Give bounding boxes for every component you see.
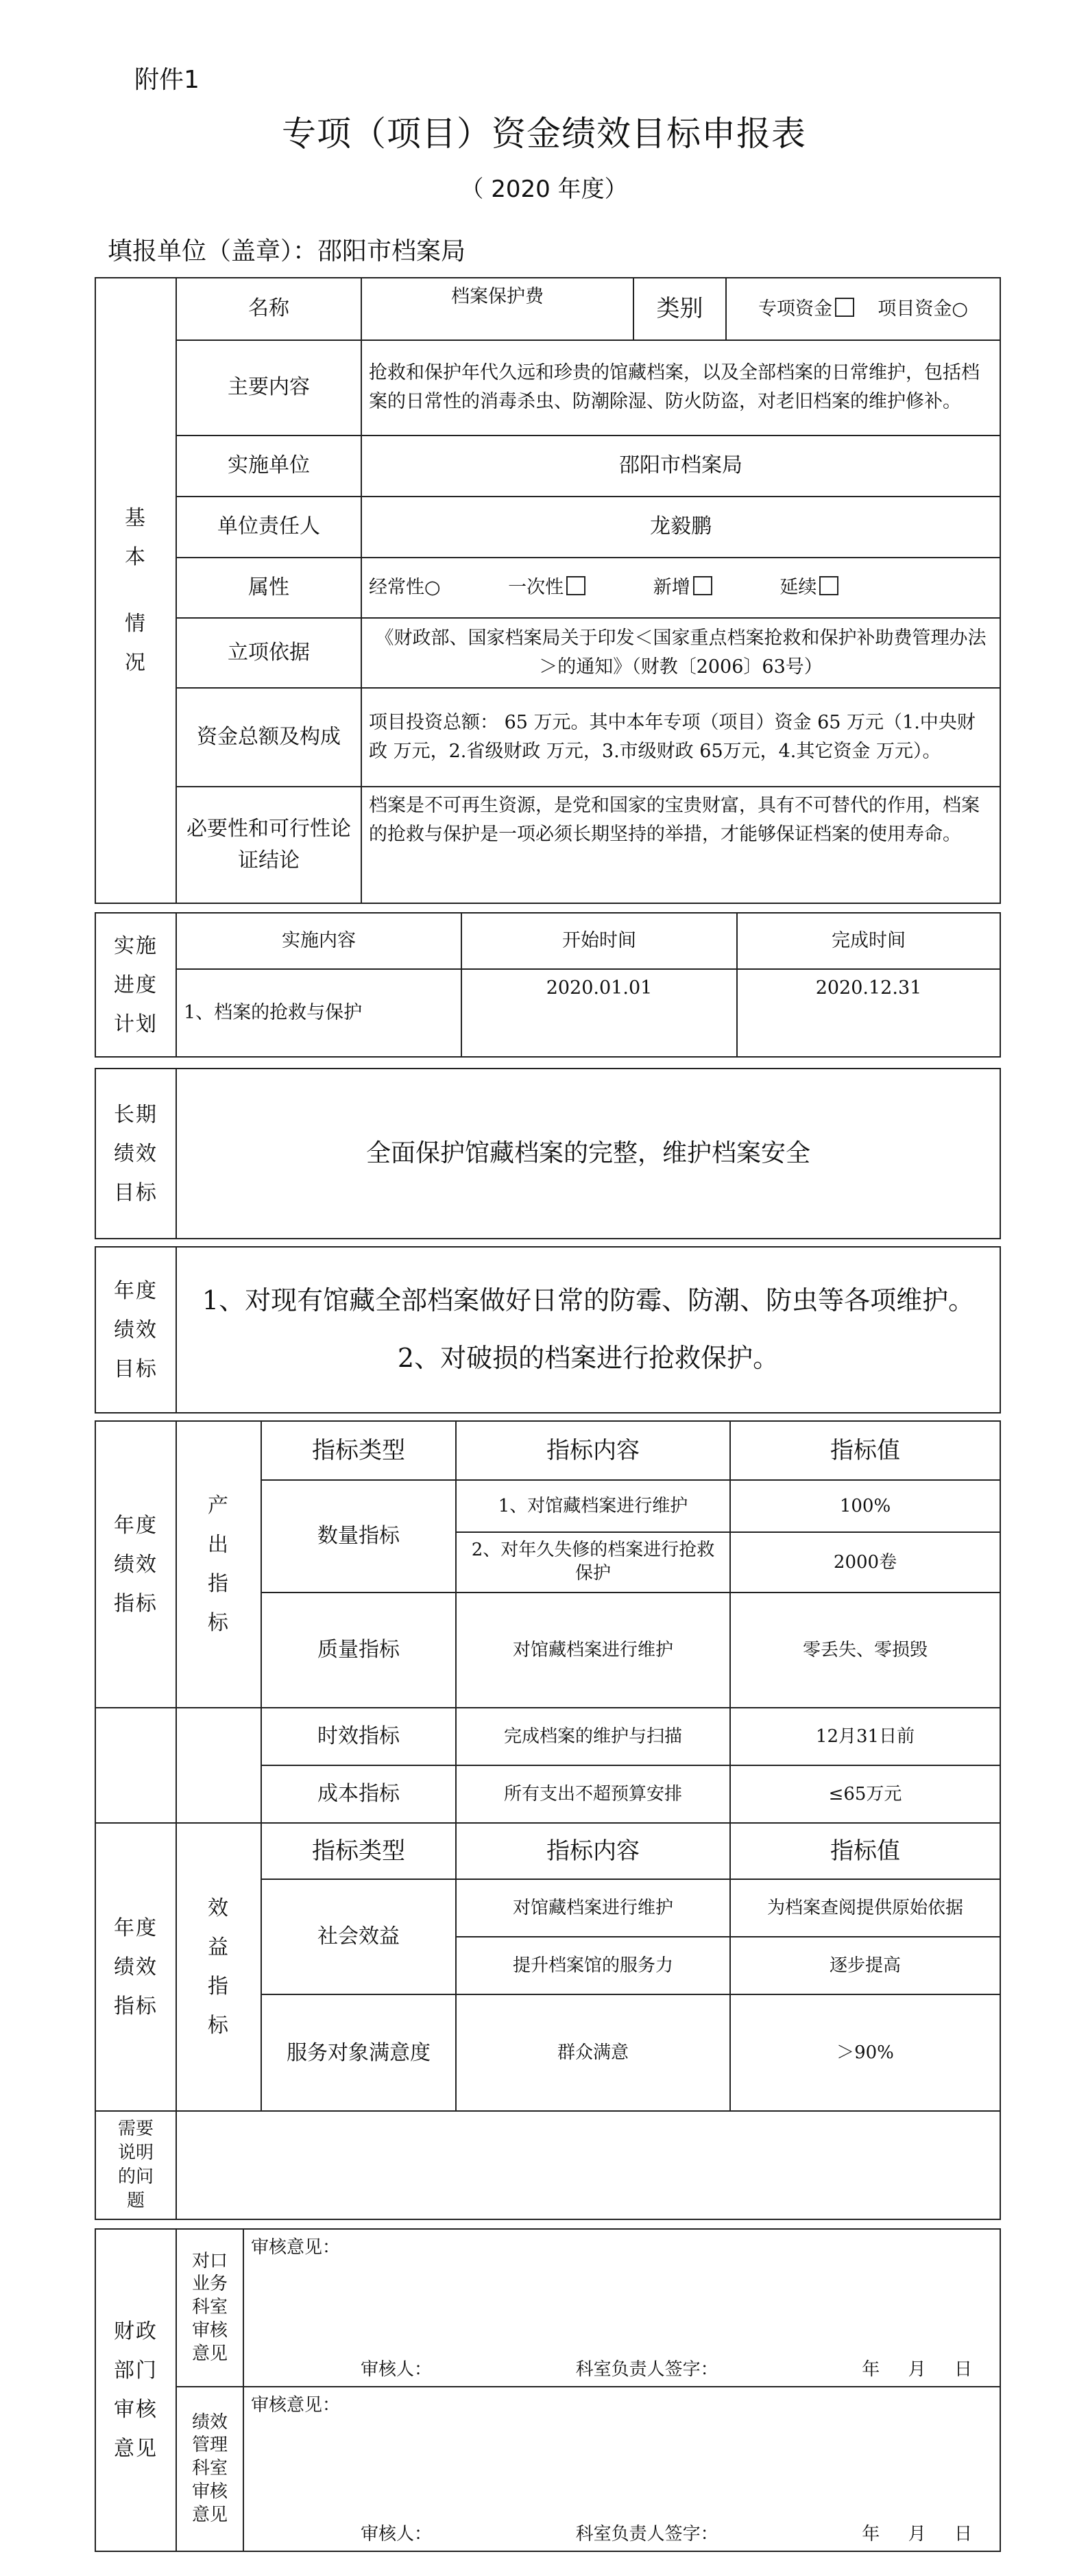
content-label: 主要内容 xyxy=(176,340,361,436)
social1-content: 对馆藏档案进行维护 xyxy=(456,1879,730,1937)
review2-opinion-label: 审核意见： xyxy=(251,2395,341,2416)
review2-box[interactable] xyxy=(243,2387,1000,2551)
attr-opt-continue[interactable]: 延续 xyxy=(779,573,838,602)
review2-reviewer: 审核人： xyxy=(361,2523,433,2544)
output-section-label: 年度 绩效 指标 xyxy=(95,1421,176,1708)
content-value: 抢救和保护年代久远和珍贵的馆藏档案，以及全部档案的日常维护，包括档案的日常性的消毒杀虫、防潮除湿、防火防盗，对老旧档案的维护修补。 xyxy=(361,340,1000,436)
output-indicators-table xyxy=(95,1420,1001,1824)
benefit-h-type: 指标类型 xyxy=(261,1823,456,1879)
social2-content: 提升档案馆的服务力 xyxy=(456,1937,730,1994)
type-opt-special[interactable]: 专项资金 xyxy=(758,298,854,320)
qty2-content: 2、对年久失修的档案进行抢救保护 xyxy=(456,1532,730,1593)
quality-content: 对馆藏档案进行维护 xyxy=(456,1593,730,1708)
checkbox-icon xyxy=(566,576,585,595)
satisfaction-content: 群众满意 xyxy=(456,1994,730,2111)
schedule-start: 2020.01.01 xyxy=(461,969,737,1057)
page-title: 专项（项目）资金绩效目标申报表 xyxy=(282,114,806,154)
benefit-h-content: 指标内容 xyxy=(456,1823,730,1879)
fund-value: 项目投资总额： 65 万元。其中本年专项（项目）资金 65 万元（1.中央财政 万元，2.省级财政 万元，3.市级财政 65万元，4.其它资金 万元）。 xyxy=(361,688,1000,787)
fill-unit: 填报单位（盖章）：邵阳市档案局 xyxy=(108,237,466,265)
review1-date: 年 月 日 xyxy=(862,2359,972,2380)
benefit-indicators-table xyxy=(95,1822,1001,2112)
basic-section-label: 基 本 情 况 xyxy=(95,278,176,903)
social-label: 社会效益 xyxy=(261,1879,456,1994)
review2-sign-row xyxy=(244,2520,1000,2548)
qty2-value: 2000卷 xyxy=(730,1532,1000,1593)
name-label: 名称 xyxy=(176,278,361,340)
long-term-table xyxy=(95,1068,1001,1239)
attr-opt-regular[interactable]: 经常性○ xyxy=(369,577,441,599)
review1-head-sign: 科室负责人签字： xyxy=(575,2359,718,2380)
annex-label: 附件1 xyxy=(134,66,200,94)
output-sub-label: 产 出 指 标 xyxy=(176,1421,261,1708)
review-section-label: 财政 部门 审核 意见 xyxy=(95,2229,176,2551)
basis-label: 立项依据 xyxy=(176,618,361,687)
annual-goal-table xyxy=(95,1246,1001,1414)
schedule-section-label: 实施 进度 计划 xyxy=(95,913,176,1057)
review1-dept: 对口 业务 科室 审核 意见 xyxy=(176,2229,243,2387)
output-h-type: 指标类型 xyxy=(261,1421,456,1480)
year-label: （ 2020 年度） xyxy=(460,176,628,203)
person-label: 单位责任人 xyxy=(176,497,361,558)
checkbox-icon xyxy=(693,576,712,595)
review2-head-sign: 科室负责人签字： xyxy=(575,2523,718,2544)
checkbox-icon xyxy=(835,298,854,317)
review1-opinion-label: 审核意见： xyxy=(251,2237,341,2258)
time-value: 12月31日前 xyxy=(730,1708,1000,1765)
attr-options xyxy=(361,558,1000,619)
qty-label: 数量指标 xyxy=(261,1480,456,1593)
quality-label: 质量指标 xyxy=(261,1593,456,1708)
annual-goal-line-1: 1、对现有馆藏全部档案做好日常的防霉、防潮、防虫等各项维护。 xyxy=(202,1285,975,1316)
satisfaction-label: 服务对象满意度 xyxy=(261,1994,456,2111)
unit-value: 邵阳市档案局 xyxy=(361,436,1000,497)
issues-table xyxy=(95,2110,1001,2220)
schedule-col-start: 开始时间 xyxy=(461,913,737,969)
issues-section-label: 需要 说明 的问 题 xyxy=(95,2111,176,2219)
review2-dept: 绩效 管理 科室 审核 意见 xyxy=(176,2387,243,2551)
output-blank-1 xyxy=(95,1708,176,1823)
type-options xyxy=(726,278,1000,340)
social2-value: 逐步提高 xyxy=(730,1937,1000,1994)
necessity-value: 档案是不可再生资源，是党和国家的宝贵财富，具有不可替代的作用，档案的抢救与保护是一项必须长期坚持的举措，才能够保证档案的使用寿命。 xyxy=(361,787,1000,903)
cost-value: ≤65万元 xyxy=(730,1765,1000,1823)
social1-value: 为档案查阅提供原始依据 xyxy=(730,1879,1000,1937)
annual-goal-line-2: 2、对破损的档案进行抢救保护。 xyxy=(397,1343,779,1373)
satisfaction-value: ＞90% xyxy=(730,1994,1000,2111)
schedule-col-content: 实施内容 xyxy=(176,913,461,969)
time-content: 完成档案的维护与扫描 xyxy=(456,1708,730,1765)
issues-content[interactable] xyxy=(176,2111,1000,2219)
attr-opt-new[interactable]: 新增 xyxy=(653,573,712,602)
attr-opt-once[interactable]: 一次性 xyxy=(508,573,585,602)
schedule-table xyxy=(95,912,1001,1058)
review1-sign-row xyxy=(244,2356,1000,2383)
necessity-label: 必要性和可行性论证结论 xyxy=(176,787,361,903)
type-label: 类别 xyxy=(633,278,726,340)
attr-label: 属性 xyxy=(176,558,361,619)
review1-reviewer: 审核人： xyxy=(361,2359,433,2380)
fund-label: 资金总额及构成 xyxy=(176,688,361,787)
person-value: 龙毅鹏 xyxy=(361,497,1000,558)
annual-goal-section-label: 年度 绩效 目标 xyxy=(95,1247,176,1413)
qty1-content: 1、对馆藏档案进行维护 xyxy=(456,1480,730,1532)
basic-info-table xyxy=(95,277,1001,904)
schedule-item: 1、档案的抢救与保护 xyxy=(176,969,461,1057)
benefit-sub-label: 效 益 指 标 xyxy=(176,1823,261,2111)
qty1-value: 100% xyxy=(730,1480,1000,1532)
unit-label: 实施单位 xyxy=(176,436,361,497)
checkbox-icon xyxy=(819,576,838,595)
type-opt-project[interactable]: 项目资金○ xyxy=(878,298,968,320)
basis-value: 《财政部、国家档案局关于印发＜国家重点档案抢救和保护补助费管理办法＞的通知》（财教〔2006〕63号） xyxy=(361,618,1000,687)
time-label: 时效指标 xyxy=(261,1708,456,1765)
output-h-value: 指标值 xyxy=(730,1421,1000,1480)
long-term-text: 全面保护馆藏档案的完整，维护档案安全 xyxy=(176,1069,1000,1239)
radio-icon: ○ xyxy=(424,577,441,599)
cost-content: 所有支出不超预算安排 xyxy=(456,1765,730,1823)
output-h-content: 指标内容 xyxy=(456,1421,730,1480)
benefit-section-label: 年度 绩效 指标 xyxy=(95,1823,176,2111)
review2-date: 年 月 日 xyxy=(862,2523,972,2544)
schedule-col-end: 完成时间 xyxy=(737,913,1000,969)
output-blank-2 xyxy=(176,1708,261,1823)
name-value: 档案保护费 xyxy=(361,278,633,340)
cost-label: 成本指标 xyxy=(261,1765,456,1823)
annual-goal-text xyxy=(176,1247,1000,1413)
schedule-end: 2020.12.31 xyxy=(737,969,1000,1057)
long-term-section-label: 长期 绩效 目标 xyxy=(95,1069,176,1239)
review-table xyxy=(95,2228,1001,2552)
quality-value: 零丢失、零损毁 xyxy=(730,1593,1000,1708)
benefit-h-value: 指标值 xyxy=(730,1823,1000,1879)
radio-icon: ○ xyxy=(952,298,968,320)
review1-box[interactable] xyxy=(243,2229,1000,2387)
